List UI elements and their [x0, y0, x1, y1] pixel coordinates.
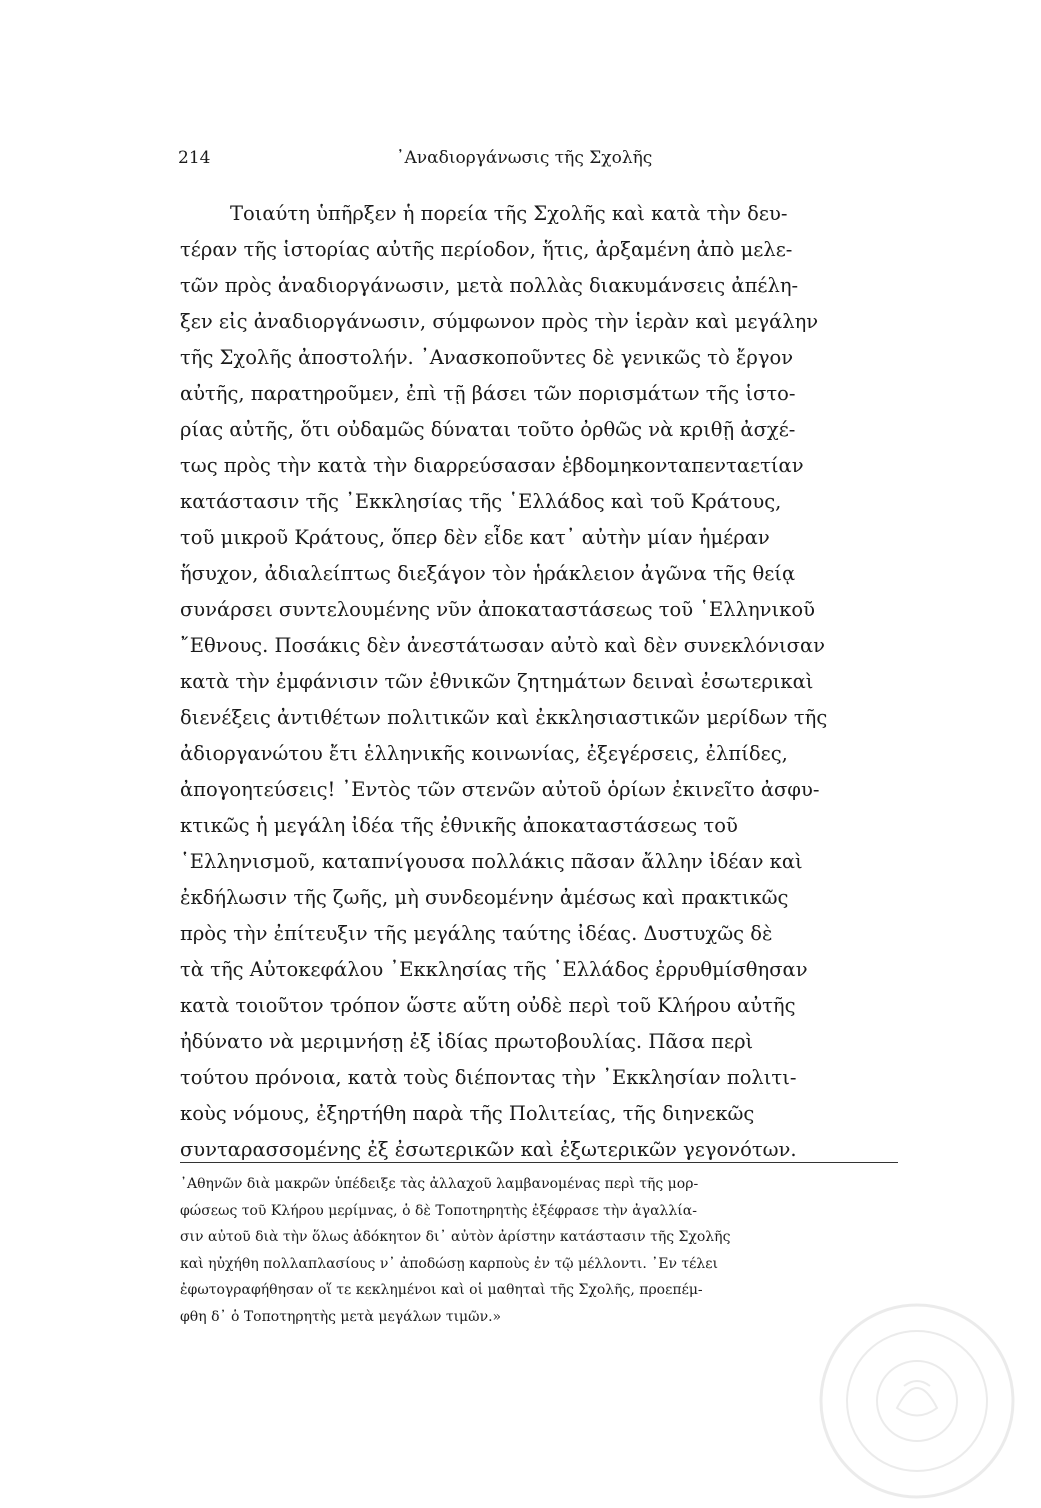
- text-line: ἥσυχον, ἀδιαλείπτως διεξάγον τὸν ἡράκλειον ἀγῶνα τῆς θείᾳ: [180, 562, 796, 585]
- text-line: ἠδύνατο νὰ μεριμνήσῃ ἐξ ἰδίας πρωτοβουλίας. Πᾶσα περὶ: [180, 1030, 754, 1053]
- footnote-line: ᾿Αθηνῶν διὰ μακρῶν ὑπέδειξε τὰς ἀλλαχοῦ λαμβανομένας περὶ τῆς μορ-: [180, 1176, 699, 1192]
- text-line: ῎Εθνους. Ποσάκις δὲν ἀνεστάτωσαν αὐτὸ καὶ δὲν συνεκλόνισαν: [180, 634, 825, 657]
- text-line: ἀδιοργανώτου ἔτι ἑλληνικῆς κοινωνίας, ἐξεγέρσεις, ἐλπίδες,: [180, 742, 788, 765]
- text-line: κοὺς νόμους, ἐξηρτήθη παρὰ τῆς Πολιτείας, τῆς διηνεκῶς: [180, 1102, 755, 1125]
- library-stamp: [814, 1298, 1020, 1504]
- text-line: αὐτῆς, παρατηροῦμεν, ἐπὶ τῇ βάσει τῶν πορισμάτων τῆς ἱστο-: [180, 382, 796, 405]
- text-line: κτικῶς ἡ μεγάλη ἰδέα τῆς ἐθνικῆς ἀποκαταστάσεως τοῦ: [180, 814, 738, 837]
- text-line: τούτου πρόνοια, κατὰ τοὺς διέποντας τὴν ᾿Εκκλησίαν πολιτι-: [180, 1066, 797, 1089]
- page-number: 214: [178, 148, 211, 168]
- text-line: ξεν εἰς ἀναδιοργάνωσιν, σύμφωνον πρὸς τὴν ἱερὰν καὶ μεγάλην: [180, 310, 819, 333]
- footnote-line: ἐφωτογραφήθησαν οἵ τε κεκλημένοι καὶ οἱ μαθηταὶ τῆς Σχολῆς, προεπέμ-: [180, 1282, 703, 1298]
- running-head: ᾿Αναδιοργάνωσις τῆς Σχολῆς: [396, 148, 653, 168]
- text-line: τὰ τῆς Αὐτοκεφάλου ᾿Εκκλησίας τῆς ῾Ελλάδος ἐρρυθμίσθησαν: [180, 958, 808, 981]
- text-line: ἐκδήλωσιν τῆς ζωῆς, μὴ συνδεομένην ἀμέσως καὶ πρακτικῶς: [180, 886, 789, 909]
- footnote-line: καὶ ηὐχήθη πολλαπλασίους ν᾿ ἀποδώσῃ καρποὺς ἐν τῷ μέλλοντι. ᾿Εν τέλει: [180, 1255, 719, 1272]
- text-line: ἀπογοητεύσεις! ᾿Εντὸς τῶν στενῶν αὐτοῦ ὁρίων ἐκινεῖτο ἀσφυ-: [180, 778, 820, 801]
- footnote-line: φθη δ᾿ ὁ Τοποτηρητὴς μετὰ μεγάλων τιμῶν.»: [180, 1308, 502, 1325]
- text-line: τῶν πρὸς ἀναδιοργάνωσιν, μετὰ πολλὰς διακυμάνσεις ἀπέλη-: [180, 274, 799, 297]
- text-line: τοῦ μικροῦ Κράτους, ὅπερ δὲν εἶδε κατ᾿ αὐτὴν μίαν ἡμέραν: [180, 526, 770, 549]
- text-line: τως πρὸς τὴν κατὰ τὴν διαρρεύσασαν ἑβδομηκονταπενταετίαν: [180, 454, 804, 477]
- text-line: Τοιαύτη ὑπῆρξεν ἡ πορεία τῆς Σχολῆς καὶ κατὰ τὴν δευ-: [230, 202, 788, 225]
- footnote-line: σιν αὐτοῦ διὰ τὴν ὅλως ἀδόκητον δι᾿ αὐτὸν ἀρίστην κατάστασιν τῆς Σχολῆς: [180, 1229, 731, 1245]
- text-line: τῆς Σχολῆς ἀποστολήν. ᾿Ανασκοποῦντες δὲ γενικῶς τὸ ἔργον: [180, 346, 794, 369]
- footnote-divider: [180, 1162, 898, 1163]
- text-line: κατὰ τὴν ἐμφάνισιν τῶν ἐθνικῶν ζητημάτων δειναὶ ἐσωτερικαὶ: [180, 670, 814, 693]
- footnote-line: φώσεως τοῦ Κλήρου μερίμνας, ὁ δὲ Τοποτηρητὴς ἐξέφρασε τὴν ἀγαλλία-: [180, 1202, 697, 1219]
- text-line: διενέξεις ἀντιθέτων πολιτικῶν καὶ ἐκκλησιαστικῶν μερίδων τῆς: [180, 706, 828, 729]
- text-line: πρὸς τὴν ἐπίτευξιν τῆς μεγάλης ταύτης ἰδέας. Δυστυχῶς δὲ: [180, 922, 773, 945]
- text-line: ῾Ελληνισμοῦ, καταπνίγουσα πολλάκις πᾶσαν ἄλλην ἰδέαν καὶ: [180, 850, 803, 873]
- text-line: συνταρασσομένης ἐξ ἐσωτερικῶν καὶ ἐξωτερικῶν γεγονότων.: [180, 1138, 797, 1161]
- main-text: [180, 196, 898, 1168]
- text-line: τέραν τῆς ἱστορίας αὐτῆς περίοδον, ἥτις, ἀρξαμένη ἀπὸ μελε-: [180, 238, 793, 261]
- text-line: ρίας αὐτῆς, ὅτι οὐδαμῶς δύναται τοῦτο ὀρθῶς νὰ κριθῇ ἀσχέ-: [180, 418, 796, 441]
- text-line: κατάστασιν τῆς ᾿Εκκλησίας τῆς ῾Ελλάδος καὶ τοῦ Κράτους,: [180, 490, 782, 513]
- page-header: [178, 148, 898, 172]
- stamp-seal-icon: [814, 1298, 1020, 1504]
- text-line: συνάρσει συντελουμένης νῦν ἀποκαταστάσεως τοῦ ῾Ελληνικοῦ: [180, 598, 815, 621]
- footnote: [180, 1171, 898, 1330]
- text-line: κατὰ τοιοῦτον τρόπον ὥστε αὕτη οὐδὲ περὶ τοῦ Κλήρου αὐτῆς: [180, 994, 796, 1017]
